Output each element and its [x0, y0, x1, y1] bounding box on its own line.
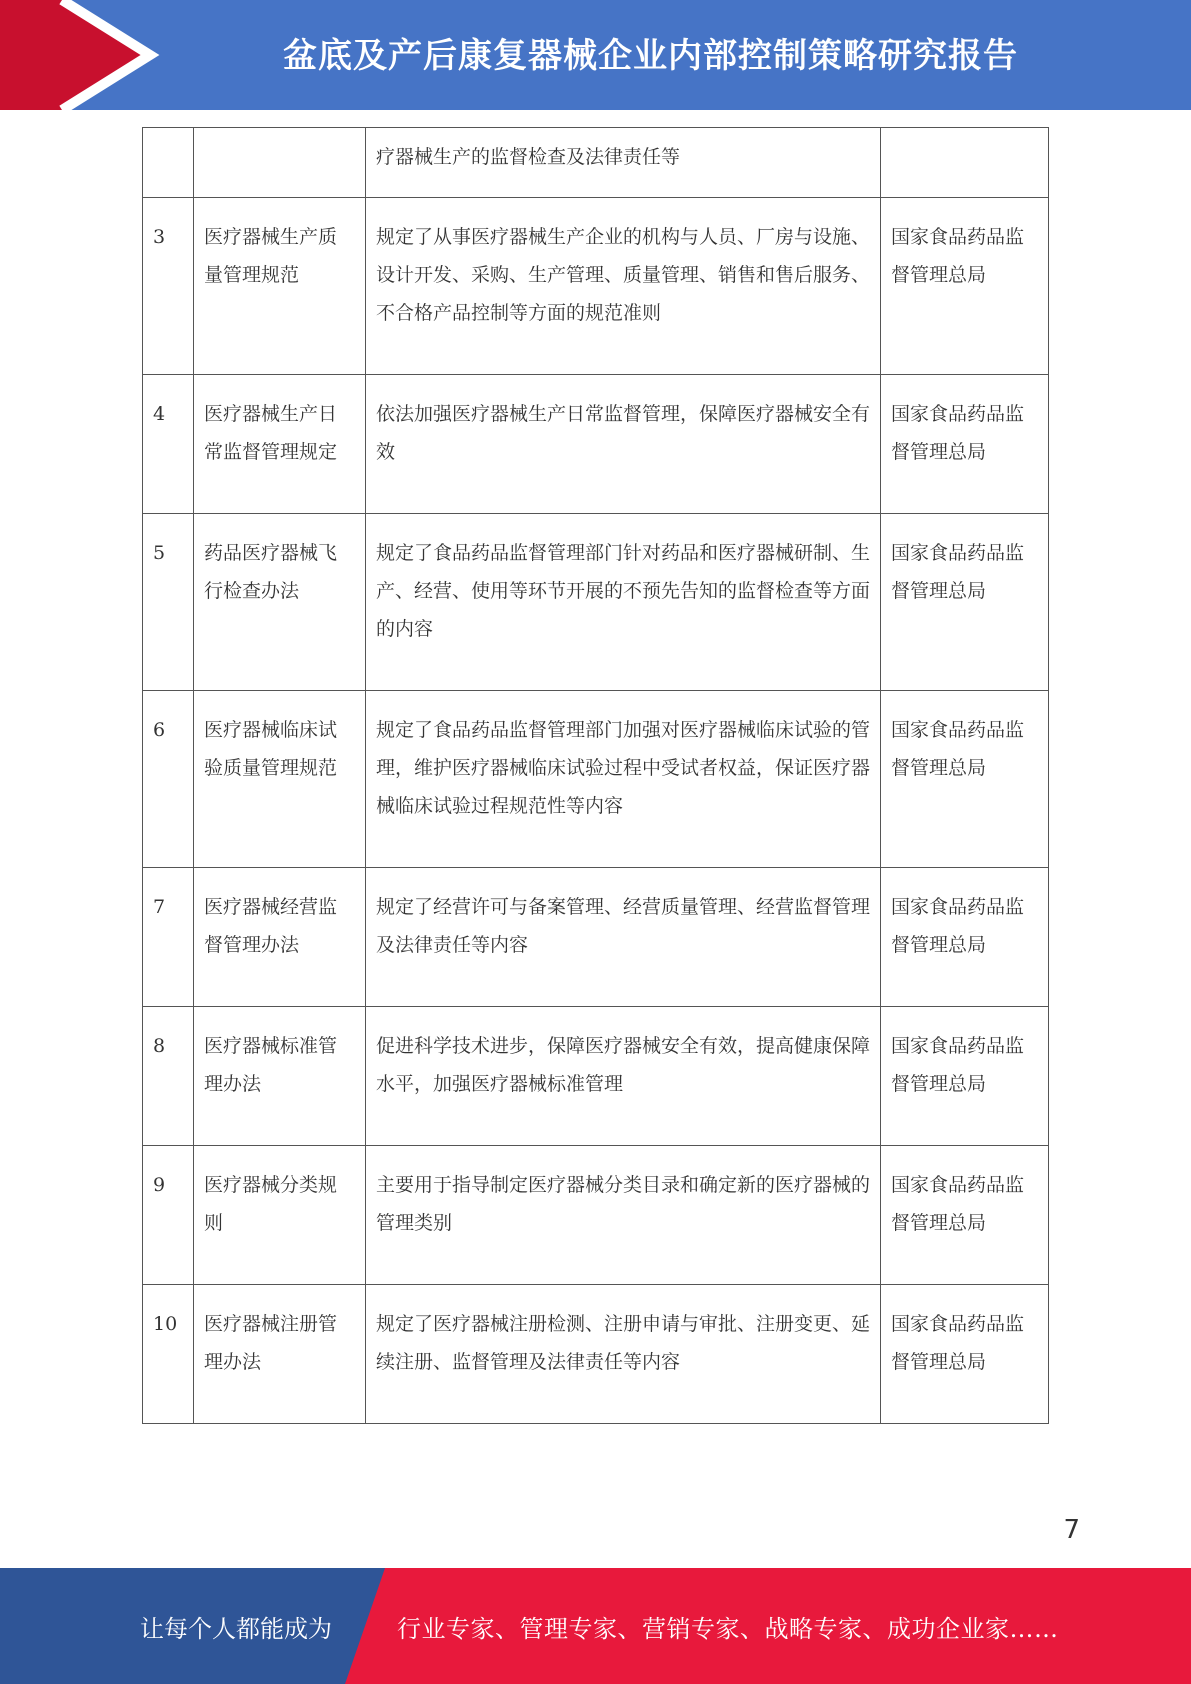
row-number-cell: 5	[143, 514, 194, 691]
regulation-description-cell: 依法加强医疗器械生产日常监督管理，保障医疗器械安全有效	[366, 375, 881, 514]
table-row	[143, 868, 1049, 1007]
regulation-description-cell: 主要用于指导制定医疗器械分类目录和确定新的医疗器械的管理类别	[366, 1146, 881, 1285]
regulation-name-cell: 医疗器械经营监督管理办法	[194, 868, 366, 1007]
page-header	[0, 0, 1191, 110]
table-row	[143, 1285, 1049, 1424]
regulation-description-cell: 疗器械生产的监督检查及法律责任等	[366, 128, 881, 198]
issuing-authority-cell: 国家食品药品监督管理总局	[881, 514, 1049, 691]
issuing-authority-cell: 国家食品药品监督管理总局	[881, 1285, 1049, 1424]
regulation-table-container	[142, 127, 1049, 1424]
regulation-name-cell	[194, 128, 366, 198]
row-number-cell: 8	[143, 1007, 194, 1146]
table-row	[143, 1146, 1049, 1285]
row-number-cell: 10	[143, 1285, 194, 1424]
issuing-authority-cell: 国家食品药品监督管理总局	[881, 1007, 1049, 1146]
table-row	[143, 691, 1049, 868]
row-number-cell	[143, 128, 194, 198]
table-row	[143, 128, 1049, 198]
row-number-cell: 3	[143, 198, 194, 375]
regulation-name-cell: 医疗器械生产日常监督管理规定	[194, 375, 366, 514]
regulation-description-cell: 促进科学技术进步，保障医疗器械安全有效，提高健康保障水平，加强医疗器械标准管理	[366, 1007, 881, 1146]
regulation-description-cell: 规定了食品药品监督管理部门针对药品和医疗器械研制、生产、经营、使用等环节开展的不预先告知的监督检查等方面的内容	[366, 514, 881, 691]
issuing-authority-cell: 国家食品药品监督管理总局	[881, 868, 1049, 1007]
regulation-description-cell: 规定了从事医疗器械生产企业的机构与人员、厂房与设施、设计开发、采购、生产管理、质量管理、销售和售后服务、不合格产品控制等方面的规范准则	[366, 198, 881, 375]
regulation-name-cell: 药品医疗器械飞行检查办法	[194, 514, 366, 691]
page-footer	[0, 1568, 1191, 1684]
footer-slogan-right: 行业专家、管理专家、营销专家、战略专家、成功企业家……	[397, 1614, 1059, 1643]
row-number-cell: 7	[143, 868, 194, 1007]
row-number-cell: 4	[143, 375, 194, 514]
table-row	[143, 198, 1049, 375]
issuing-authority-cell: 国家食品药品监督管理总局	[881, 198, 1049, 375]
row-number-cell: 9	[143, 1146, 194, 1285]
regulation-name-cell: 医疗器械生产质量管理规范	[194, 198, 366, 375]
issuing-authority-cell: 国家食品药品监督管理总局	[881, 691, 1049, 868]
row-number-cell: 6	[143, 691, 194, 868]
issuing-authority-cell: 国家食品药品监督管理总局	[881, 1146, 1049, 1285]
issuing-authority-cell	[881, 128, 1049, 198]
table-row	[143, 514, 1049, 691]
regulation-description-cell: 规定了经营许可与备案管理、经营质量管理、经营监督管理及法律责任等内容	[366, 868, 881, 1007]
regulation-name-cell: 医疗器械标准管理办法	[194, 1007, 366, 1146]
regulation-table	[142, 127, 1049, 1424]
table-row	[143, 1007, 1049, 1146]
regulation-name-cell: 医疗器械注册管理办法	[194, 1285, 366, 1424]
footer-slogan-left: 让每个人都能成为	[140, 1614, 332, 1643]
page-number: 7	[1063, 1515, 1080, 1545]
report-title: 盆底及产后康复器械企业内部控制策略研究报告	[283, 35, 1018, 76]
table-row	[143, 375, 1049, 514]
header-arrow-decoration	[0, 0, 160, 110]
issuing-authority-cell: 国家食品药品监督管理总局	[881, 375, 1049, 514]
regulation-description-cell: 规定了食品药品监督管理部门加强对医疗器械临床试验的管理，维护医疗器械临床试验过程中受试者权益，保证医疗器械临床试验过程规范性等内容	[366, 691, 881, 868]
regulation-name-cell: 医疗器械临床试验质量管理规范	[194, 691, 366, 868]
regulation-name-cell: 医疗器械分类规则	[194, 1146, 366, 1285]
regulation-description-cell: 规定了医疗器械注册检测、注册申请与审批、注册变更、延续注册、监督管理及法律责任等内容	[366, 1285, 881, 1424]
